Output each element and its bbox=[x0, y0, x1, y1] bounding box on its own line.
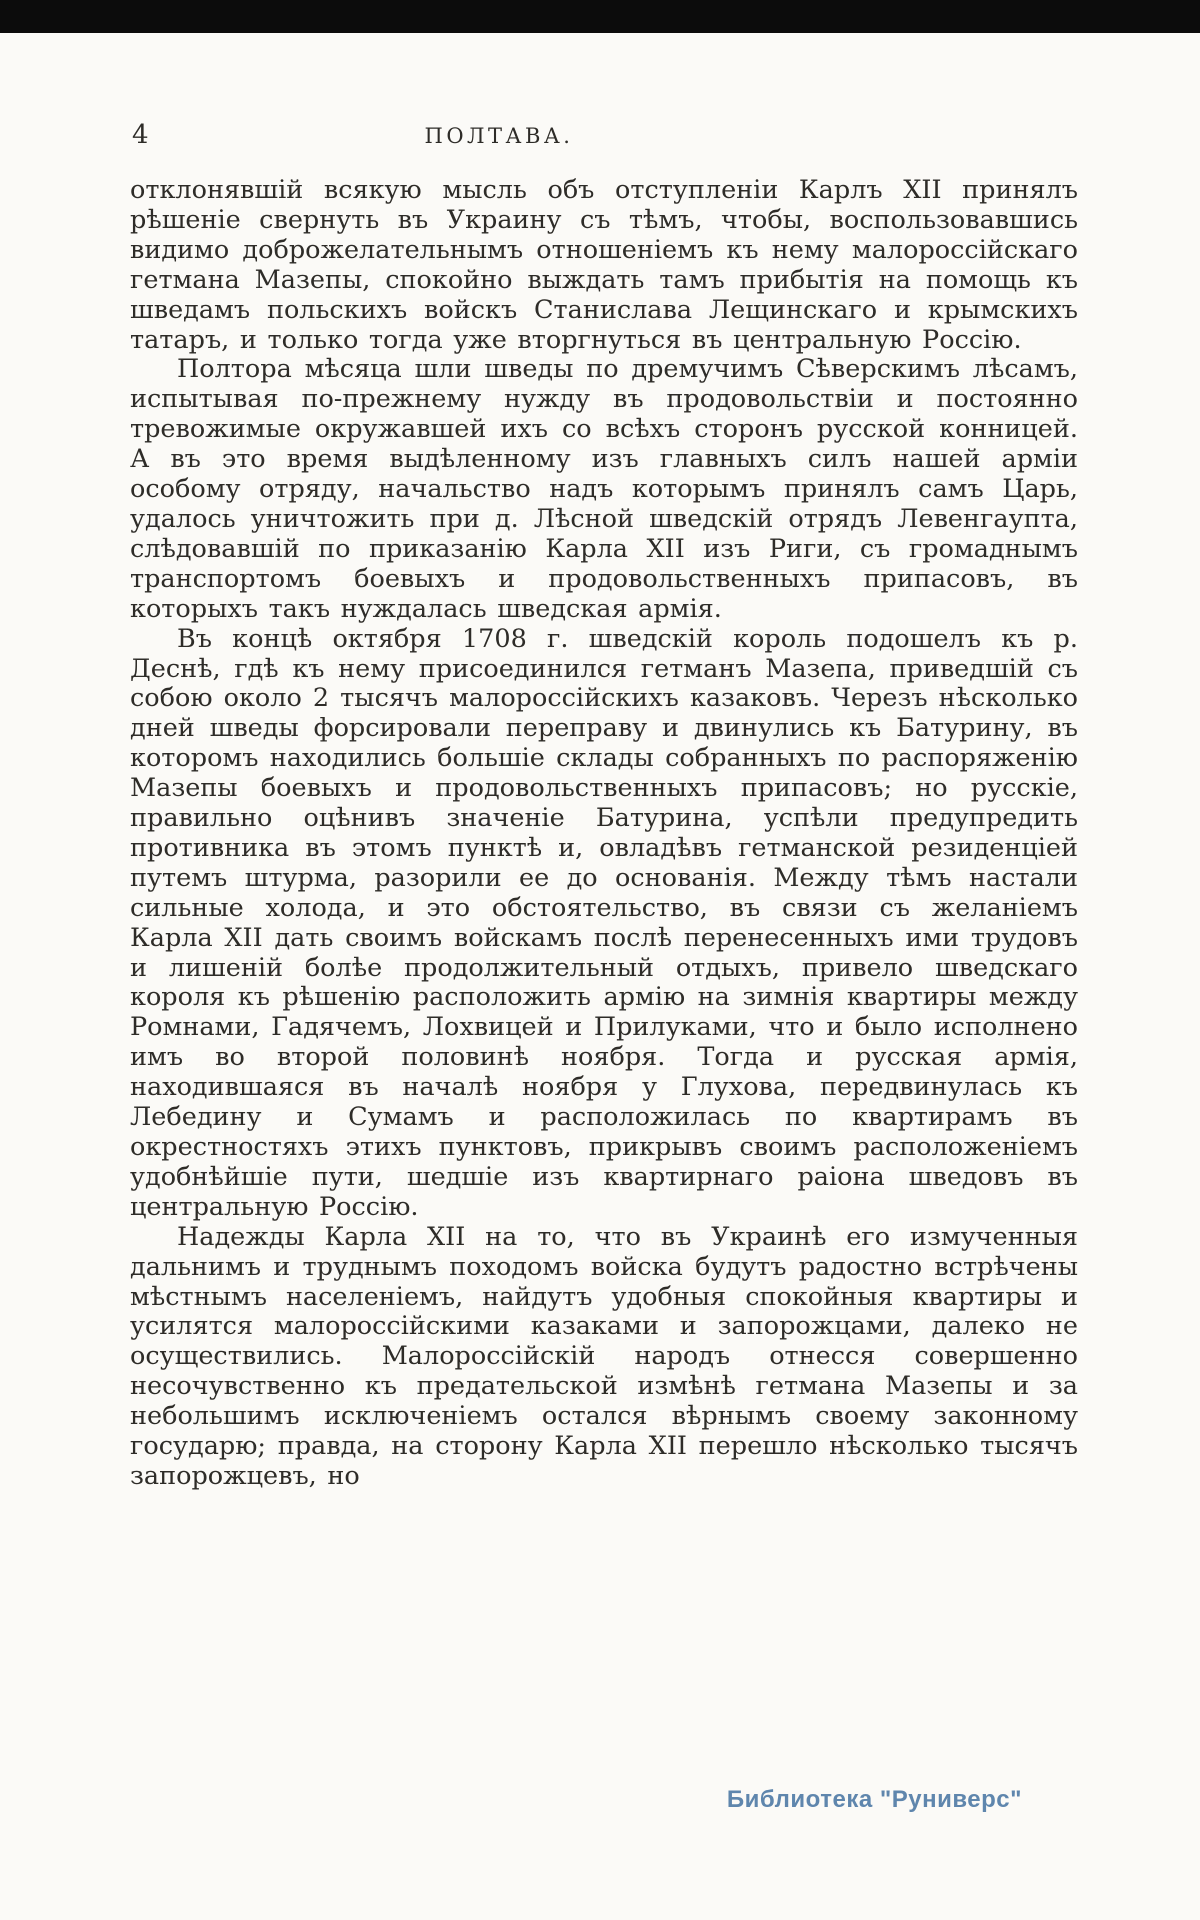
library-watermark: Библиотека "Руниверс" bbox=[726, 1786, 1022, 1813]
paragraph-continuation: отклонявшій всякую мысль объ отступленіи Карлъ XII принялъ рѣшеніе свернуть въ Украину съ тѣмъ, чтобы, воспользовавшись видимо доброжелательнымъ отношеніемъ къ нему малороссійскаго гетмана Мазепы, спокойно выждать тамъ прибытія на помощь къ шведамъ польскихъ войскъ Станислава Лещинскаго и крымскихъ татаръ, и только тогда уже вторгнуться въ центральную Россію. bbox=[130, 175, 1078, 355]
running-title: ПОЛТАВА. bbox=[424, 124, 574, 148]
page-header bbox=[130, 120, 1078, 156]
body-text bbox=[130, 176, 1078, 1492]
scan-edge-top bbox=[0, 0, 1200, 33]
paragraph: Полтора мѣсяца шли шведы по дремучимъ Сѣверскимъ лѣсамъ, испытывая по-прежнему нужду въ продовольствіи и постоянно тревожимые окружавшей ихъ со всѣхъ сторонъ русской конницей. А въ это время выдѣленному изъ главныхъ силъ нашей арміи особому отряду, начальство надъ которымъ принялъ самъ Царь, удалось уничтожить при д. Лѣсной шведскій отрядъ Левенгаупта, слѣдовавшій по приказанію Карла XII изъ Риги, съ громаднымъ транспортомъ боевыхъ и продовольственныхъ припасовъ, въ которыхъ такъ нуждалась шведская армія. bbox=[130, 354, 1078, 624]
page-number: 4 bbox=[132, 120, 149, 150]
paragraph: Въ концѣ октября 1708 г. шведскій король подошелъ къ р. Деснѣ, гдѣ къ нему присоединился гетманъ Мазепа, приведшій съ собою около 2 тысячъ малороссійскихъ казаковъ. Черезъ нѣсколько дней шведы форсировали переправу и двинулись къ Батурину, въ которомъ находились большіе склады собранныхъ по распоряженію Мазепы боевыхъ и продовольственныхъ припасовъ; но русскіе, правильно оцѣнивъ значеніе Батурина, успѣли предупредить противника въ этомъ пунктѣ и, овладѣвъ гетманской резиденціей путемъ штурма, разорили ее до основанія. Между тѣмъ настали сильные холода, и это обстоятельство, въ связи съ желаніемъ Карла XII дать своимъ войскамъ послѣ перенесенныхъ ими трудовъ и лишеній болѣе продолжительный отдыхъ, привело шведскаго короля къ рѣшенію расположить армію на зимнія квартиры между Ромнами, Гадячемъ, Лохвицей и Прилуками, что и было исполнено имъ во второй половинѣ ноября. Тогда и русская армія, находившаяся въ началѣ ноября у Глухова, передвинулась къ Лебедину и Сумамъ и расположилась по квартирамъ въ окрестностяхъ этихъ пунктовъ, прикрывъ своимъ расположеніемъ удобнѣйшіе пути, шедшіе изъ квартирнаго раіона шведовъ въ центральную Россію. bbox=[130, 623, 1078, 1222]
paragraph: Надежды Карла XII на то, что въ Украинѣ его измученныя дальнимъ и труднымъ походомъ войска будутъ радостно встрѣчены мѣстнымъ населеніемъ, найдутъ удобныя спокойныя квартиры и усилятся малороссійскими казаками и запорожцами, далеко не осуществились. Малороссійскій народъ отнесся совершенно несочувственно къ предательской измѣнѣ гетмана Мазепы и за небольшимъ исключеніемъ остался вѣрнымъ своему законному государю; правда, на сторону Карла XII перешло нѣсколько тысячъ запорожцевъ, но bbox=[130, 1221, 1078, 1491]
